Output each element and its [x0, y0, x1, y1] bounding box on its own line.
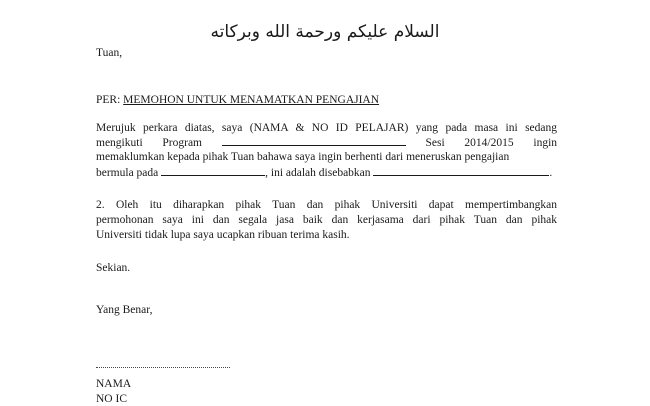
para2-line1: 2. Oleh itu diharapkan pihak Tuan dan pihak Universiti dapat mempertimbangkan [96, 199, 557, 211]
para2-line3: Universiti tidak lupa saya ucapkan ribuan terima kasih. [96, 229, 350, 241]
signatory-name: NAMA [96, 378, 132, 390]
para2-line2: permohonan saya ini dan segala jasa baik dan kerjasama dari pihak Tuan dan pihak [96, 214, 557, 226]
para1-ingin: ingin [533, 137, 558, 149]
para1-line1: Merujuk perkara diatas, saya (NAMA & NO ID PELAJAR) yang pada masa ini sedang [96, 122, 557, 134]
reason-blank [373, 165, 549, 176]
subject-prefix: PER: [96, 94, 121, 106]
signature-line [96, 367, 230, 368]
arabic-greeting: السلام عليكم ورحمة الله وبركاته [210, 22, 440, 42]
para1-mengikuti: mengikuti [96, 137, 143, 149]
para1-line4 [96, 165, 552, 180]
salutation: Tuan, [96, 47, 123, 59]
closing: Sekian. [96, 262, 131, 274]
program-blank [222, 135, 406, 146]
para1-session-year: 2014/2015 [464, 137, 514, 149]
signoff: Yang Benar, [96, 304, 153, 316]
para1-disebabkan: , ini adalah disebabkan [265, 167, 371, 179]
signatory-ic: NO IC [96, 393, 127, 405]
para1-bermula: bermula pada [96, 167, 159, 179]
subject-title: MEMOHON UNTUK MENAMATKAN PENGAJIAN [123, 94, 380, 106]
para1-sesi: Sesi [425, 137, 445, 149]
subject-line [96, 93, 379, 107]
para1-program: Program [162, 137, 202, 149]
para1-line2 [96, 135, 557, 150]
para1-period: . [549, 167, 553, 179]
para1-line3: memaklumkan kepada pihak Tuan bahawa saya ingin berhenti dari meneruskan pengajian [96, 151, 510, 163]
date-blank [161, 165, 265, 176]
